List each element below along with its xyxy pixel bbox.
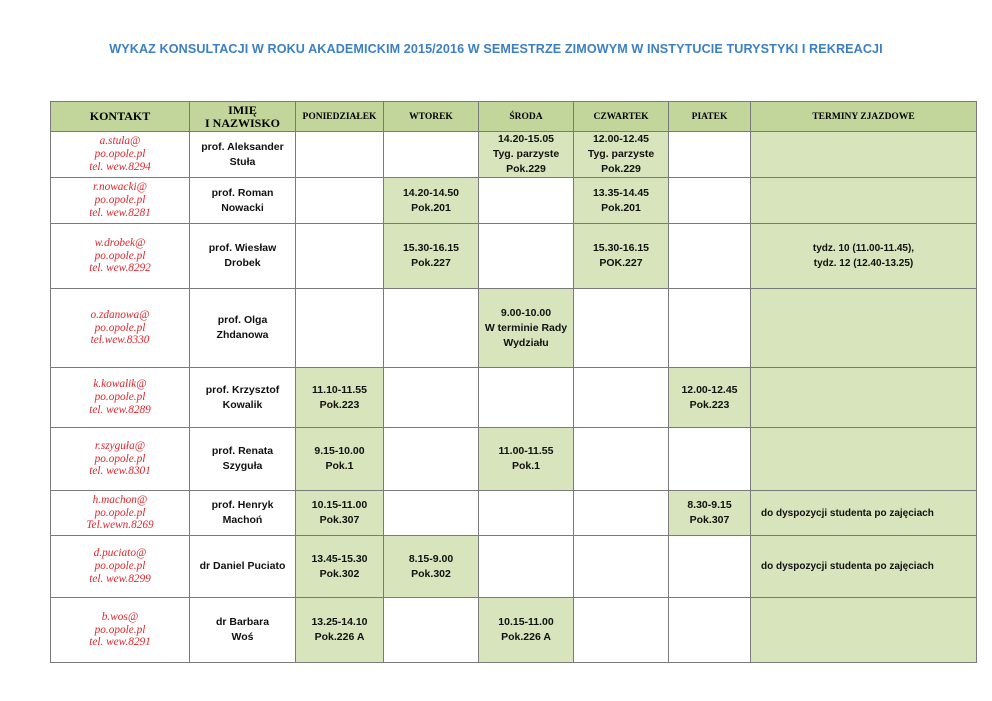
wed-line: Wydziału — [503, 336, 549, 349]
cell-name — [190, 428, 296, 491]
header-imie-line1: IMIĘ — [228, 102, 257, 117]
cell-mon — [296, 368, 384, 428]
cell-thu — [574, 289, 669, 368]
cell-tue — [384, 289, 479, 368]
cell-thu — [574, 491, 669, 536]
contact-line: k.kowalik@ — [93, 378, 147, 391]
cell-wed — [479, 598, 574, 663]
cell-tue — [384, 536, 479, 598]
cell-tue — [384, 491, 479, 536]
cell-thu — [574, 132, 669, 178]
header-imie-nazwisko — [190, 102, 296, 132]
contact-line: po.opole.pl — [94, 452, 146, 465]
page-title: WYKAZ KONSULTACJI W ROKU AKADEMICKIM 2015/2016 W SEMESTRZE ZIMOWYM W INSTYTUCIE TURYSTYKI I REKREACJI — [109, 42, 883, 56]
contact-line: tel. wew.8289 — [89, 403, 151, 416]
cell-term — [751, 368, 977, 428]
name-line: prof. Olga — [217, 314, 268, 326]
term-line: tydz. 10 (11.00-11.45), — [812, 243, 915, 254]
header-czwartek: CZWARTEK — [574, 102, 669, 132]
cell-term — [751, 598, 977, 663]
cell-mon — [296, 598, 384, 663]
cell-thu — [574, 598, 669, 663]
cell-term — [751, 132, 977, 178]
contact-line: po.opole.pl — [94, 560, 146, 573]
table-row — [51, 224, 977, 289]
cell-contact — [51, 132, 190, 178]
tue-line: Pok.302 — [411, 567, 451, 580]
name-line: prof. Renata — [211, 445, 274, 457]
cell-thu — [574, 368, 669, 428]
cell-term — [751, 536, 977, 598]
cell-mon — [296, 132, 384, 178]
cell-tue — [384, 178, 479, 224]
cell-wed — [479, 428, 574, 491]
mon-line: Pok.307 — [319, 514, 360, 526]
mon-line: 13.25-14.10 — [311, 616, 368, 628]
cell-name — [190, 289, 296, 368]
mon-line: 13.45-15.30 — [311, 552, 368, 565]
cell-name — [190, 368, 296, 428]
mon-line: 11.10-11.55 — [312, 383, 367, 396]
cell-mon — [296, 178, 384, 224]
cell-name — [190, 491, 296, 536]
contact-line: o.zdanowa@ — [90, 308, 150, 321]
mon-line: 10.15-11.00 — [311, 499, 368, 511]
cell-term — [751, 224, 977, 289]
name-line: prof. Roman — [211, 186, 274, 199]
thu-line: 12.00-12.45 — [592, 133, 650, 145]
cell-thu — [574, 178, 669, 224]
contact-line: po.opole.pl — [94, 249, 146, 262]
term-line: do dyspozycji studenta po zajęciach — [761, 561, 934, 572]
mon-line: Pok.226 A — [314, 631, 365, 643]
header-sroda: ŚRODA — [479, 102, 574, 132]
cell-tue — [384, 368, 479, 428]
mon-line: 9.15-10.00 — [314, 445, 365, 457]
mon-line: Pok.302 — [319, 567, 360, 580]
cell-wed — [479, 536, 574, 598]
cell-contact — [51, 224, 190, 289]
cell-term — [751, 491, 977, 536]
cell-mon — [296, 224, 384, 289]
cell-fri — [669, 428, 751, 491]
cell-contact — [51, 289, 190, 368]
name-line: prof. Henryk — [211, 499, 274, 511]
cell-name — [190, 224, 296, 289]
term-line: tydz. 12 (12.40-13.25) — [813, 258, 914, 269]
wed-line: W terminie Rady — [484, 321, 568, 334]
name-line: prof. Wiesław — [208, 242, 277, 254]
contact-line: h.machon@ — [92, 493, 148, 506]
table-row — [51, 368, 977, 428]
cell-tue — [384, 224, 479, 289]
name-line: Zhdanowa — [216, 329, 269, 341]
contact-line: tel. wew.8281 — [89, 206, 151, 219]
contact-line: po.opole.pl — [94, 506, 146, 519]
contact-line: po.opole.pl — [94, 321, 146, 334]
name-line: Woś — [231, 631, 254, 643]
cell-wed — [479, 491, 574, 536]
contact-line: tel. wew.8301 — [89, 465, 151, 478]
contact-line: po.opole.pl — [94, 148, 146, 161]
cell-wed — [479, 289, 574, 368]
contact-line: tel. wew.8299 — [89, 572, 151, 585]
wed-line: 9.00-10.00 — [500, 306, 552, 319]
contact-line: Tel.wewn.8269 — [86, 519, 154, 532]
header-wtorek: WTOREK — [384, 102, 479, 132]
table-row — [51, 132, 977, 178]
cell-fri — [669, 224, 751, 289]
contact-line: r.nowacki@ — [92, 181, 147, 194]
cell-contact — [51, 491, 190, 536]
header-piatek: PIATEK — [669, 102, 751, 132]
table-body — [51, 132, 977, 663]
cell-fri — [669, 368, 751, 428]
table-row — [51, 178, 977, 224]
tue-line: 14.20-14.50 — [402, 186, 460, 199]
name-line: Drobek — [224, 257, 261, 269]
tue-line: Pok.227 — [411, 257, 451, 269]
cell-tue — [384, 428, 479, 491]
contact-line: tel. wew.8292 — [89, 262, 151, 275]
cell-thu — [574, 224, 669, 289]
cell-contact — [51, 536, 190, 598]
cell-term — [751, 178, 977, 224]
cell-fri — [669, 491, 751, 536]
cell-contact — [51, 428, 190, 491]
cell-wed — [479, 132, 574, 178]
wed-line: 14.20-15.05 — [497, 133, 555, 145]
cell-fri — [669, 598, 751, 663]
fri-line: 8.30-9.15 — [687, 499, 732, 511]
thu-line: POK.227 — [599, 257, 643, 269]
cell-contact — [51, 178, 190, 224]
header-imie-line2: I NAZWISKO — [204, 115, 281, 130]
cell-name — [190, 132, 296, 178]
table-row — [51, 428, 977, 491]
contact-line: a.stula@ — [99, 135, 141, 148]
name-line: dr Barbara — [215, 616, 270, 628]
wed-line: Tyg. parzyste — [492, 148, 560, 160]
thu-line: Tyg. parzyste — [587, 148, 655, 160]
thu-line: 13.35-14.45 — [592, 186, 650, 199]
term-line: do dyspozycji studenta po zajęciach — [761, 507, 934, 519]
cell-mon — [296, 428, 384, 491]
wed-line: Pok.1 — [511, 460, 540, 472]
contact-line: tel. wew.8294 — [89, 160, 151, 173]
contact-line: po.opole.pl — [94, 623, 146, 636]
contact-line: w.drobek@ — [94, 236, 146, 249]
cell-wed — [479, 368, 574, 428]
name-line: Nowacki — [221, 201, 264, 214]
cell-mon — [296, 491, 384, 536]
contact-line: d.puciato@ — [93, 547, 147, 560]
mon-line: Pok.223 — [319, 398, 360, 411]
cell-term — [751, 289, 977, 368]
cell-thu — [574, 536, 669, 598]
header-poniedzialek: PONIEDZIAŁEK — [296, 102, 384, 132]
contact-line: tel. wew.8291 — [89, 636, 151, 649]
cell-contact — [51, 598, 190, 663]
name-line: prof. Krzysztof — [205, 383, 280, 396]
cell-fri — [669, 536, 751, 598]
fri-line: Pok.223 — [689, 398, 730, 411]
cell-fri — [669, 178, 751, 224]
fri-line: Pok.307 — [689, 514, 730, 526]
table-row — [51, 491, 977, 536]
wed-line: Pok.229 — [506, 163, 546, 175]
contact-line: b.wos@ — [101, 610, 139, 623]
consultation-table — [50, 101, 977, 663]
cell-tue — [384, 132, 479, 178]
contact-line: po.opole.pl — [94, 194, 146, 207]
name-line: Machoń — [222, 514, 263, 526]
cell-name — [190, 178, 296, 224]
tue-line: 8.15-9.00 — [408, 552, 454, 565]
header-kontakt: KONTAKT — [51, 102, 190, 132]
name-line: dr Daniel Puciato — [199, 560, 286, 572]
cell-wed — [479, 224, 574, 289]
cell-name — [190, 598, 296, 663]
name-line: Stuła — [229, 155, 256, 168]
cell-mon — [296, 536, 384, 598]
cell-wed — [479, 178, 574, 224]
name-line: Szyguła — [222, 460, 263, 472]
header-terminy: TERMINY ZJAZDOWE — [751, 102, 977, 132]
contact-line: po.opole.pl — [94, 391, 146, 404]
name-line: Kowalik — [222, 398, 263, 411]
thu-line: Pok.229 — [601, 163, 641, 175]
thu-line: 15.30-16.15 — [592, 242, 650, 254]
mon-line: Pok.1 — [325, 460, 354, 472]
contact-line: r.szyguła@ — [94, 439, 146, 452]
wed-line: 11.00-11.55 — [498, 445, 554, 457]
cell-mon — [296, 289, 384, 368]
cell-fri — [669, 132, 751, 178]
cell-contact — [51, 368, 190, 428]
name-line: prof. Aleksander — [201, 140, 284, 153]
tue-line: Pok.201 — [411, 201, 451, 214]
contact-line: tel.wew.8330 — [90, 334, 150, 347]
table-row — [51, 598, 977, 663]
fri-line: 12.00-12.45 — [681, 383, 738, 396]
cell-fri — [669, 289, 751, 368]
table-row — [51, 536, 977, 598]
cell-term — [751, 428, 977, 491]
table-row — [51, 289, 977, 368]
wed-line: 10.15-11.00 — [498, 616, 554, 628]
tue-line: 15.30-16.15 — [402, 242, 460, 254]
cell-tue — [384, 598, 479, 663]
wed-line: Pok.226 A — [501, 631, 551, 643]
cell-thu — [574, 428, 669, 491]
thu-line: Pok.201 — [601, 201, 641, 214]
cell-name — [190, 536, 296, 598]
